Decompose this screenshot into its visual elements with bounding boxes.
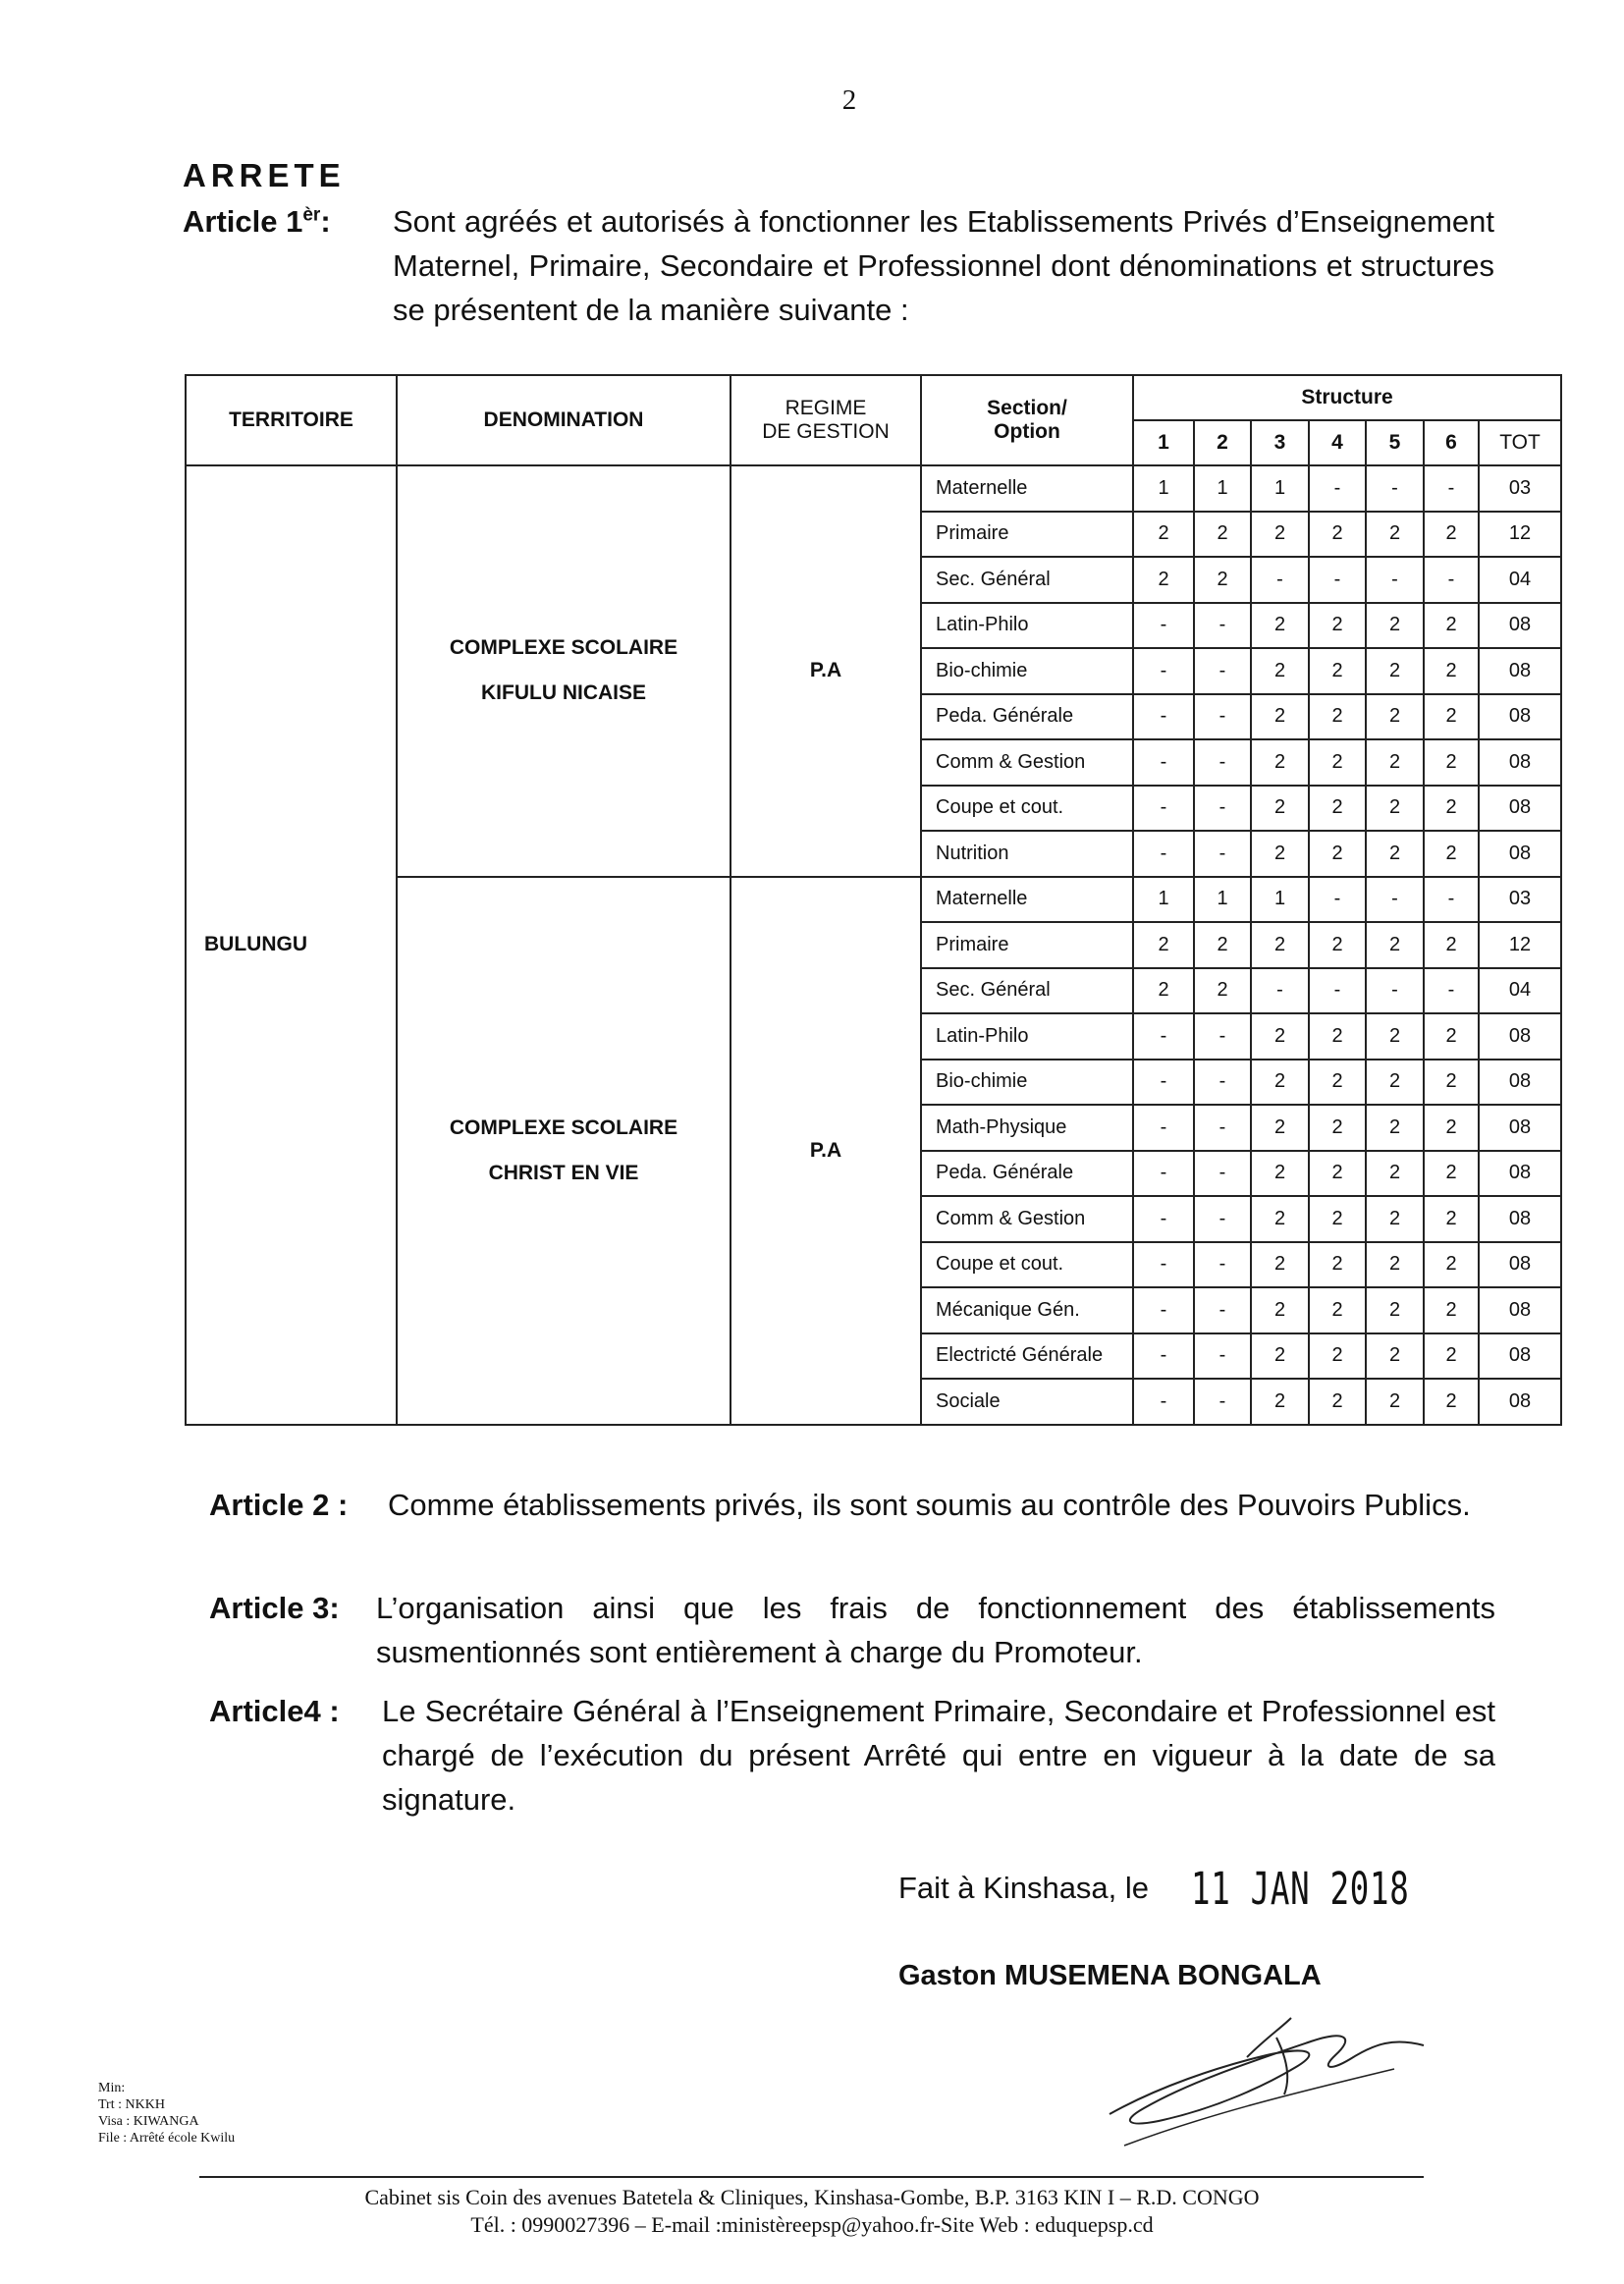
level-2-cell: 1 [1194,465,1251,512]
option-cell: Peda. Générale [921,1151,1133,1197]
level-1-cell: - [1133,786,1194,832]
article-3 [209,1586,1495,1679]
level-1-cell: 1 [1133,465,1194,512]
level-2-cell: 2 [1194,512,1251,558]
total-cell: 12 [1479,512,1561,558]
article-2 [209,1483,1495,1576]
level-3-cell: 1 [1251,877,1309,923]
level-1-cell: 1 [1133,877,1194,923]
ref-min: Min: [98,2081,126,2095]
school-name-line1: COMPLEXE SCOLAIRE [449,636,678,660]
level-2-cell: - [1194,739,1251,786]
option-cell: Latin-Philo [921,603,1133,649]
level-5-cell: 2 [1366,1013,1424,1060]
signatory-name: Gaston MUSEMENA BONGALA [898,1960,1322,1991]
level-5-cell: - [1366,465,1424,512]
header-col-6: 6 [1424,420,1479,465]
level-6-cell: 2 [1424,1105,1479,1151]
school-name-cell [397,465,731,877]
level-2-cell: - [1194,648,1251,694]
level-6-cell: 2 [1424,1060,1479,1106]
level-5-cell: 2 [1366,1105,1424,1151]
structure-table [185,374,1562,1426]
header-col-2: 2 [1194,420,1251,465]
level-3-cell: 2 [1251,1013,1309,1060]
level-1-cell: 2 [1133,557,1194,603]
level-6-cell: 2 [1424,1379,1479,1425]
total-cell: 04 [1479,968,1561,1014]
option-cell: Coupe et cout. [921,786,1133,832]
option-cell: Bio-chimie [921,1060,1133,1106]
place-date-label: Fait à Kinshasa, le [898,1871,1150,1905]
header-col-1: 1 [1133,420,1194,465]
level-3-cell: 2 [1251,694,1309,740]
option-cell: Nutrition [921,831,1133,877]
article-1-text: Sont agréés et autorisés à fonctionner les Etablissements Privés d’Enseignement Maternel, Primaire, Secondaire et Professionnel dont dénominations et structures se présentent de la manière suivante : [393,204,1494,327]
option-cell: Sec. Général [921,968,1133,1014]
level-2-cell: - [1194,1060,1251,1106]
level-3-cell: 2 [1251,1242,1309,1288]
option-cell: Maternelle [921,877,1133,923]
level-1-cell: - [1133,648,1194,694]
level-5-cell: 2 [1366,512,1424,558]
reference-block [98,2080,235,2147]
level-3-cell: 2 [1251,1196,1309,1242]
level-5-cell: 2 [1366,922,1424,968]
level-5-cell: 2 [1366,1287,1424,1333]
level-3-cell: 2 [1251,922,1309,968]
level-1-cell: - [1133,1105,1194,1151]
level-4-cell: 2 [1309,512,1366,558]
level-3-cell: 2 [1251,1151,1309,1197]
level-1-cell: - [1133,1196,1194,1242]
level-6-cell: 2 [1424,831,1479,877]
level-6-cell: 2 [1424,786,1479,832]
total-cell: 08 [1479,1242,1561,1288]
level-4-cell: 2 [1309,694,1366,740]
level-3-cell: - [1251,968,1309,1014]
header-regime [731,375,921,465]
level-3-cell: 1 [1251,465,1309,512]
total-cell: 08 [1479,1196,1561,1242]
level-2-cell: - [1194,1105,1251,1151]
level-3-cell: - [1251,557,1309,603]
level-4-cell: 2 [1309,1242,1366,1288]
level-5-cell: - [1366,877,1424,923]
level-2-cell: - [1194,1196,1251,1242]
school-name-line1: COMPLEXE SCOLAIRE [449,1115,678,1139]
option-cell: Comm & Gestion [921,739,1133,786]
level-4-cell: 2 [1309,1060,1366,1106]
level-4-cell: 2 [1309,603,1366,649]
level-1-cell: - [1133,831,1194,877]
total-cell: 03 [1479,465,1561,512]
footer-address: Cabinet sis Coin des avenues Batetela & Cliniques, Kinshasa-Gombe, B.P. 3163 KIN I – R.D. CONGO [364,2185,1260,2209]
header-section-line2: Option [994,420,1060,443]
header-col-tot: TOT [1479,420,1561,465]
table-row [186,465,1561,512]
article-1-label-text: Article 1 [183,204,303,239]
level-2-cell: - [1194,603,1251,649]
level-2-cell: - [1194,1242,1251,1288]
option-cell: Peda. Générale [921,694,1133,740]
level-4-cell: - [1309,968,1366,1014]
article-3-label: Article 3: [209,1591,340,1625]
total-cell: 08 [1479,1379,1561,1425]
article-4-text: Le Secrétaire Général à l’Enseignement Primaire, Secondaire et Professionnel est chargé de l’exécution du présent Arrêté qui entre en vigueur à la date de sa signature. [382,1694,1495,1817]
article-1-label-colon: : [320,204,331,239]
level-5-cell: - [1366,968,1424,1014]
header-structure: Structure [1133,375,1561,420]
level-1-cell: - [1133,1060,1194,1106]
level-6-cell: 2 [1424,1287,1479,1333]
option-cell: Maternelle [921,465,1133,512]
level-6-cell: 2 [1424,694,1479,740]
header-col-3: 3 [1251,420,1309,465]
article-4-label: Article4 : [209,1694,340,1728]
header-col-5: 5 [1366,420,1424,465]
date-stamp: 11 JAN 2018 [1191,1863,1410,1915]
level-1-cell: - [1133,1333,1194,1380]
level-3-cell: 2 [1251,786,1309,832]
level-2-cell: 2 [1194,557,1251,603]
total-cell: 08 [1479,1287,1561,1333]
level-3-cell: 2 [1251,739,1309,786]
level-1-cell: 2 [1133,968,1194,1014]
level-3-cell: 2 [1251,1333,1309,1380]
option-cell: Electricté Générale [921,1333,1133,1380]
level-2-cell: 1 [1194,877,1251,923]
level-2-cell: - [1194,1379,1251,1425]
footer-contact: Tél. : 0990027396 – E-mail :ministèreepsp@yahoo.fr-Site Web : eduquepsp.cd [470,2212,1154,2237]
total-cell: 08 [1479,739,1561,786]
option-cell: Comm & Gestion [921,1196,1133,1242]
level-6-cell: - [1424,557,1479,603]
level-1-cell: - [1133,1151,1194,1197]
level-1-cell: - [1133,739,1194,786]
level-4-cell: - [1309,465,1366,512]
level-2-cell: - [1194,1287,1251,1333]
level-4-cell: 2 [1309,1196,1366,1242]
decree-heading: ARRETE [183,157,346,193]
level-1-cell: - [1133,1242,1194,1288]
level-6-cell: 2 [1424,512,1479,558]
signature-scribble [1100,1998,1434,2155]
level-6-cell: - [1424,968,1479,1014]
level-3-cell: 2 [1251,1105,1309,1151]
article-2-label: Article 2 : [209,1488,349,1522]
level-4-cell: 2 [1309,1333,1366,1380]
level-1-cell: - [1133,603,1194,649]
total-cell: 08 [1479,1060,1561,1106]
header-denomination: DENOMINATION [397,375,731,465]
level-6-cell: 2 [1424,603,1479,649]
ref-visa: Visa : KIWANGA [98,2114,199,2129]
level-6-cell: 2 [1424,739,1479,786]
header-regime-line2: DE GESTION [762,420,890,443]
level-5-cell: 2 [1366,1196,1424,1242]
option-cell: Primaire [921,922,1133,968]
total-cell: 08 [1479,1105,1561,1151]
footer-divider [199,2176,1424,2178]
level-4-cell: 2 [1309,1379,1366,1425]
total-cell: 08 [1479,786,1561,832]
ref-trt: Trt : NKKH [98,2097,165,2112]
level-2-cell: - [1194,786,1251,832]
level-1-cell: 2 [1133,512,1194,558]
school-name-line2: CHRIST EN VIE [488,1161,639,1184]
level-4-cell: 2 [1309,1151,1366,1197]
header-regime-line1: REGIME [785,397,867,419]
total-cell: 04 [1479,557,1561,603]
level-4-cell: 2 [1309,1287,1366,1333]
total-cell: 08 [1479,1151,1561,1197]
ref-file: File : Arrêté école Kwilu [98,2131,236,2146]
regime-cell: P.A [731,877,921,1425]
level-5-cell: 2 [1366,648,1424,694]
level-4-cell: 2 [1309,739,1366,786]
total-cell: 08 [1479,694,1561,740]
level-5-cell: 2 [1366,1242,1424,1288]
level-4-cell: 2 [1309,786,1366,832]
header-col-4: 4 [1309,420,1366,465]
article-2-text: Comme établissements privés, ils sont soumis au contrôle des Pouvoirs Publics. [388,1488,1471,1522]
level-5-cell: 2 [1366,1060,1424,1106]
option-cell: Latin-Philo [921,1013,1133,1060]
total-cell: 08 [1479,1013,1561,1060]
level-5-cell: - [1366,557,1424,603]
level-2-cell: - [1194,831,1251,877]
option-cell: Coupe et cout. [921,1242,1133,1288]
level-6-cell: 2 [1424,1151,1479,1197]
header-territoire: TERRITOIRE [186,375,397,465]
level-6-cell: - [1424,465,1479,512]
option-cell: Mécanique Gén. [921,1287,1133,1333]
level-6-cell: - [1424,877,1479,923]
school-name-cell [397,877,731,1425]
level-1-cell: - [1133,1379,1194,1425]
level-5-cell: 2 [1366,1379,1424,1425]
level-2-cell: - [1194,1013,1251,1060]
table-body [186,465,1561,1425]
level-1-cell: - [1133,1287,1194,1333]
total-cell: 12 [1479,922,1561,968]
level-5-cell: 2 [1366,739,1424,786]
level-3-cell: 2 [1251,831,1309,877]
level-6-cell: 2 [1424,1333,1479,1380]
level-3-cell: 2 [1251,1287,1309,1333]
level-6-cell: 2 [1424,922,1479,968]
territoire-cell: BULUNGU [186,465,397,1425]
article-1-label [183,204,331,240]
option-cell: Sec. Général [921,557,1133,603]
header-section [921,375,1133,465]
level-6-cell: 2 [1424,1196,1479,1242]
level-1-cell: - [1133,694,1194,740]
level-3-cell: 2 [1251,648,1309,694]
article-1-label-sup: èr [302,204,321,226]
level-5-cell: 2 [1366,694,1424,740]
level-4-cell: 2 [1309,1013,1366,1060]
level-4-cell: - [1309,877,1366,923]
level-2-cell: 2 [1194,922,1251,968]
level-1-cell: 2 [1133,922,1194,968]
level-4-cell: - [1309,557,1366,603]
total-cell: 03 [1479,877,1561,923]
level-3-cell: 2 [1251,603,1309,649]
school-name-line2: KIFULU NICAISE [481,681,646,705]
article-3-text: L’organisation ainsi que les frais de fonctionnement des établissements susmentionnés sont entièrement à charge du Promoteur. [376,1591,1495,1669]
total-cell: 08 [1479,648,1561,694]
level-6-cell: 2 [1424,1013,1479,1060]
level-3-cell: 2 [1251,1379,1309,1425]
regime-cell: P.A [731,465,921,877]
level-2-cell: 2 [1194,968,1251,1014]
total-cell: 08 [1479,831,1561,877]
total-cell: 08 [1479,603,1561,649]
level-3-cell: 2 [1251,1060,1309,1106]
level-5-cell: 2 [1366,1333,1424,1380]
header-section-line1: Section/ [987,397,1067,419]
level-4-cell: 2 [1309,1105,1366,1151]
level-5-cell: 2 [1366,1151,1424,1197]
option-cell: Bio-chimie [921,648,1133,694]
level-5-cell: 2 [1366,603,1424,649]
level-1-cell: - [1133,1013,1194,1060]
level-2-cell: - [1194,1151,1251,1197]
level-5-cell: 2 [1366,831,1424,877]
option-cell: Math-Physique [921,1105,1133,1151]
option-cell: Sociale [921,1379,1133,1425]
level-2-cell: - [1194,1333,1251,1380]
level-6-cell: 2 [1424,648,1479,694]
level-5-cell: 2 [1366,786,1424,832]
page-number: 2 [841,84,857,116]
level-4-cell: 2 [1309,831,1366,877]
level-3-cell: 2 [1251,512,1309,558]
level-4-cell: 2 [1309,922,1366,968]
option-cell: Primaire [921,512,1133,558]
footer [0,2184,1624,2239]
level-4-cell: 2 [1309,648,1366,694]
total-cell: 08 [1479,1333,1561,1380]
level-6-cell: 2 [1424,1242,1479,1288]
level-2-cell: - [1194,694,1251,740]
article-4 [209,1689,1495,1826]
